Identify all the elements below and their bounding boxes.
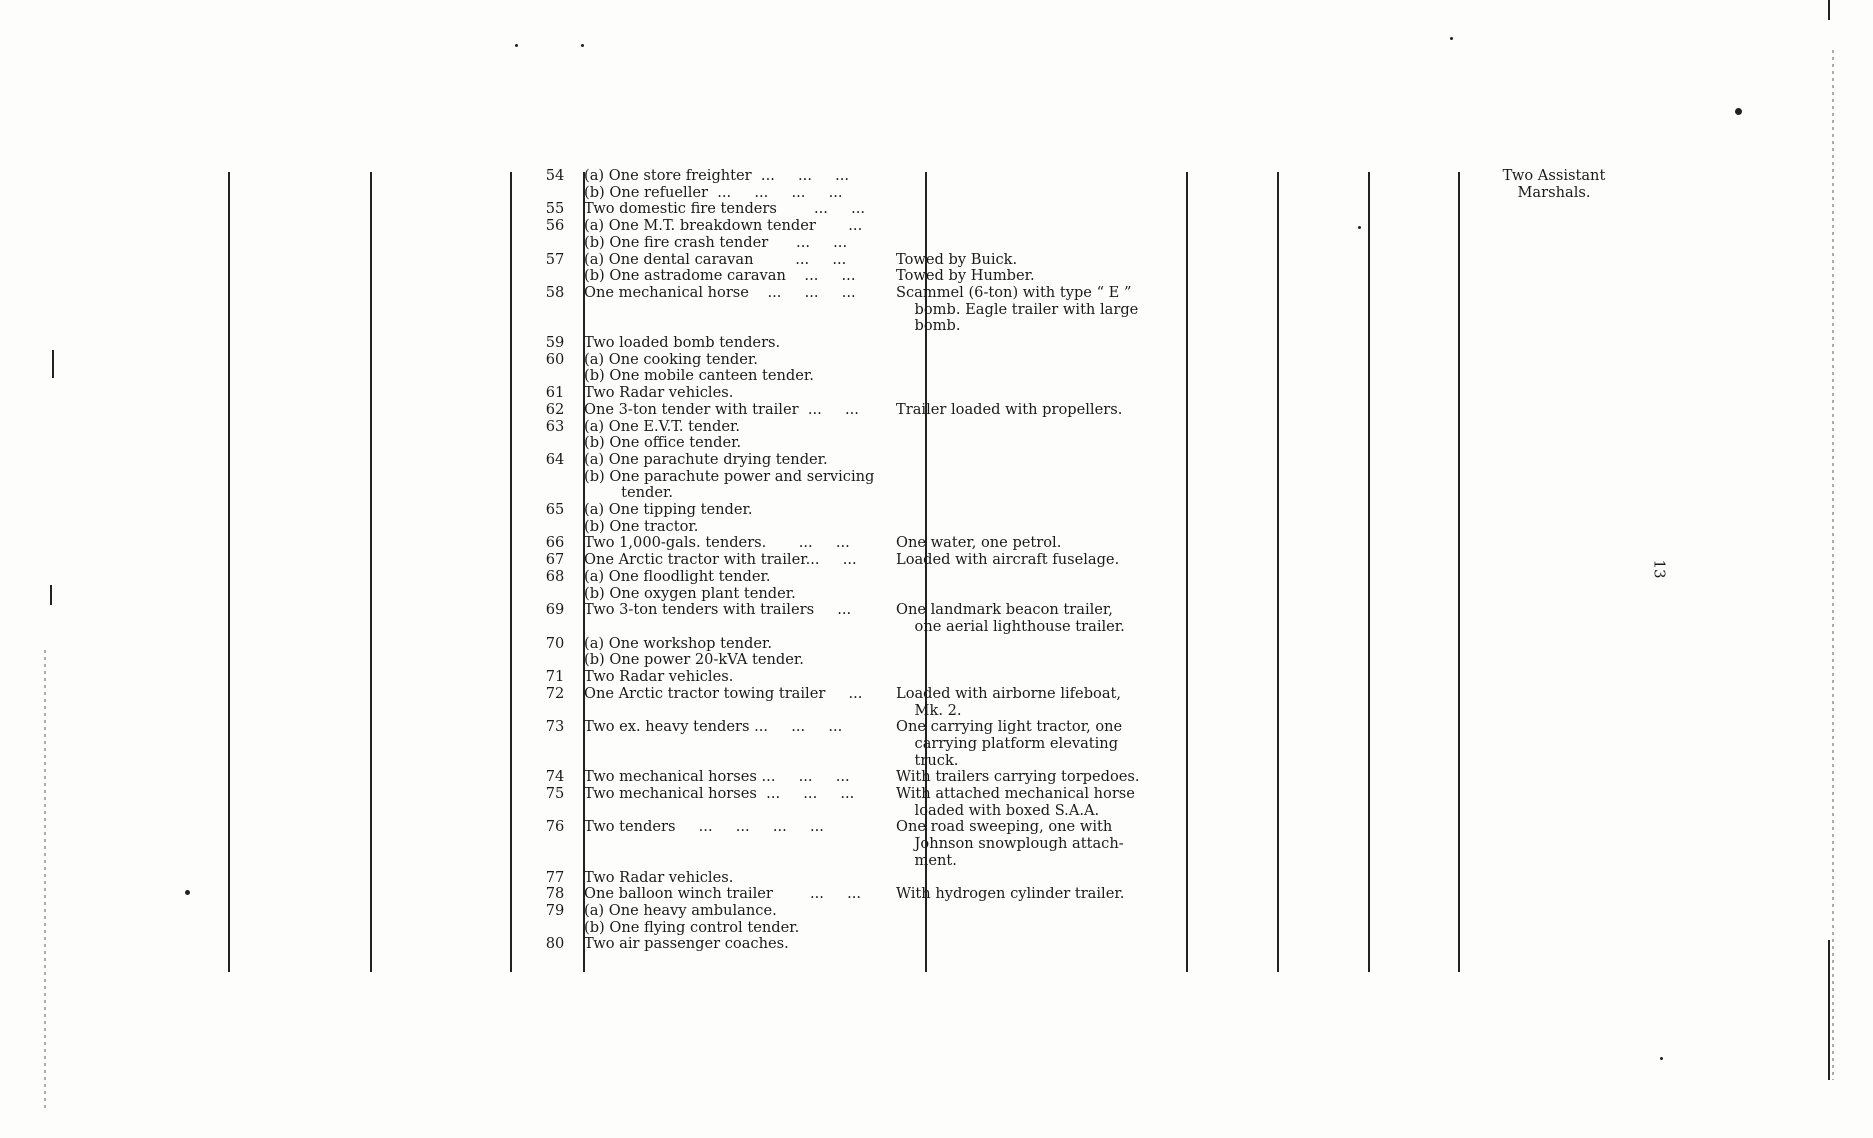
vehicle-description [570,853,884,870]
table-row [540,602,1200,619]
vehicle-remark: Towed by Humber. [896,267,1035,285]
scan-edge-noise [1832,50,1834,1080]
vehicle-remark: Trailer loaded with propellers. [896,400,1123,418]
row-number [540,586,570,603]
table-row [540,285,1200,302]
vehicle-description: tender. [584,484,674,502]
row-number: 78 [545,885,565,903]
page-number: 13 [1650,559,1669,579]
vehicle-remark [884,669,1144,686]
row-number [540,469,570,486]
vehicle-remark [884,235,1144,252]
vehicle-remark [884,335,1144,352]
vehicle-remark [884,920,1144,937]
column-rule [510,172,512,972]
vehicle-description [570,803,884,820]
row-number [540,485,570,502]
vehicle-remark [884,385,1144,402]
scan-speck [515,44,518,47]
table-row [540,703,1200,720]
side-note [1484,168,1624,201]
table-row [540,469,1200,486]
vehicle-description: One 3-ton tender with trailer ... ... [584,400,859,418]
table-row [540,669,1200,686]
vehicle-description: (b) One refueller ... ... ... ... [584,183,843,201]
vehicle-remark [884,469,1144,486]
table-row [540,836,1200,853]
vehicle-remark [884,485,1144,502]
row-number [540,736,570,753]
vehicle-remark: With attached mechanical horse [896,785,1135,803]
table-row [540,452,1200,469]
page-edge-line [1828,0,1830,20]
vehicle-remark: With trailers carrying torpedoes. [896,768,1140,786]
row-number [540,318,570,335]
page-edge-line [1828,940,1830,1080]
vehicle-remark [884,419,1144,436]
column-rule [1458,172,1460,972]
row-number: 69 [545,601,565,619]
row-number: 63 [545,417,565,435]
table-row [540,385,1200,402]
table-row [540,368,1200,385]
column-rule [1368,172,1370,972]
vehicle-description: (a) One cooking tender. [584,350,758,368]
vehicle-remark [884,586,1144,603]
table-row [540,519,1200,536]
vehicle-remark: One landmark beacon trailer, [896,601,1113,619]
scan-speck [1358,226,1361,229]
vehicle-description [570,619,884,636]
table-row [540,819,1200,836]
row-number: 61 [545,384,565,402]
row-number: 59 [545,334,565,352]
table-row [540,569,1200,586]
vehicle-remark: One road sweeping, one with [896,818,1113,836]
table-row [540,886,1200,903]
table-row [540,502,1200,519]
column-rule [370,172,372,972]
vehicle-remark: one aerial lighthouse trailer. [896,617,1125,635]
vehicle-description [570,318,884,335]
scan-speck [1660,1057,1663,1060]
vehicle-description: Two Radar vehicles. [584,868,734,886]
row-number: 75 [545,785,565,803]
row-number: 77 [545,868,565,886]
vehicle-description: Two mechanical horses ... ... ... [584,768,850,786]
row-number: 60 [545,350,565,368]
row-number: 62 [545,400,565,418]
table-row [540,753,1200,770]
row-number: 55 [545,200,565,218]
vehicle-remark [884,519,1144,536]
row-number [540,920,570,937]
table-row [540,252,1200,269]
vehicle-description [570,836,884,853]
scan-edge-noise [44,650,46,1110]
vehicle-description: One Arctic tractor towing trailer ... [584,684,863,702]
table-row [540,535,1200,552]
vehicle-remark [884,185,1144,202]
row-number [540,435,570,452]
vehicle-description: (a) One store freighter ... ... ... [584,167,850,184]
vehicle-remark [884,936,1144,953]
vehicle-remark [884,435,1144,452]
table-row [540,686,1200,703]
vehicle-remark: One carrying light tractor, one [896,718,1123,736]
vehicle-description: (a) One heavy ambulance. [584,901,777,919]
vehicle-description: (b) One tractor. [584,517,699,535]
row-number: 65 [545,501,565,519]
vehicle-description: (a) One tipping tender. [584,501,753,519]
row-number [540,803,570,820]
table-row [540,268,1200,285]
scan-mark [52,350,54,378]
vehicle-remark [884,352,1144,369]
vehicle-description: Two domestic fire tenders ... ... [584,200,866,218]
vehicle-description: Two ex. heavy tenders ... ... ... [584,718,843,736]
row-number: 70 [545,634,565,652]
vehicle-remark [884,636,1144,653]
row-number: 54 [545,167,565,184]
row-number [540,368,570,385]
vehicle-description: Two 3-ton tenders with trailers ... [584,601,852,619]
row-number: 74 [545,768,565,786]
row-number: 79 [545,901,565,919]
vehicle-remark: Scammel (6-ton) with type “ E ” [896,283,1132,301]
vehicle-description: One Arctic tractor with trailer... ... [584,551,857,569]
vehicle-description: One balloon winch trailer ... ... [584,885,862,903]
vehicle-description: Two Radar vehicles. [584,668,734,686]
side-note-line-2: Marshals. [1517,183,1591,201]
vehicle-description: (a) One workshop tender. [584,634,773,652]
table-row [540,335,1200,352]
table-row [540,168,1200,185]
row-number: 80 [545,935,565,953]
row-number [540,302,570,319]
vehicle-description: (a) One M.T. breakdown tender ... [584,217,863,235]
row-number [540,185,570,202]
vehicle-remark [884,201,1144,218]
row-number: 76 [545,818,565,836]
row-number [540,836,570,853]
scan-speck [581,44,584,47]
table-row [540,870,1200,887]
table-row [540,235,1200,252]
scan-mark [50,585,52,605]
side-note-line-1: Two Assistant [1502,167,1606,184]
row-number: 56 [545,217,565,235]
row-number [540,652,570,669]
vehicle-description: Two tenders ... ... ... ... [584,818,824,836]
vehicle-remark: carrying platform elevating [896,734,1119,752]
table-row [540,786,1200,803]
row-number: 67 [545,551,565,569]
row-number [540,753,570,770]
vehicle-remark [884,502,1144,519]
vehicle-description: (b) One parachute power and servicing [584,467,875,485]
vehicle-description: (a) One E.V.T. tender. [584,417,741,435]
vehicle-remark: One water, one petrol. [896,534,1062,552]
vehicle-description: (b) One astradome caravan ... ... [584,267,856,285]
table-row [540,419,1200,436]
table-row [540,936,1200,953]
row-number: 73 [545,718,565,736]
table-row [540,619,1200,636]
row-number [540,235,570,252]
vehicle-description: (a) One floodlight tender. [584,567,771,585]
scan-speck [1735,108,1742,115]
vehicle-description: Two loaded bomb tenders. [584,334,781,352]
vehicle-description: Two 1,000-gals. tenders. ... ... [584,534,850,552]
vehicle-remark [884,218,1144,235]
row-number [540,703,570,720]
vehicle-remark [884,903,1144,920]
vehicle-remark [884,870,1144,887]
vehicle-description: (b) One oxygen plant tender. [584,584,796,602]
table-row [540,652,1200,669]
vehicle-remark: Loaded with aircraft fuselage. [896,551,1120,569]
vehicle-description: (b) One office tender. [584,434,742,452]
scan-speck [185,890,190,895]
vehicle-description: Two air passenger coaches. [584,935,789,953]
table-row [540,402,1200,419]
table-row [540,920,1200,937]
row-number: 66 [545,534,565,552]
vehicle-remark: loaded with boxed S.A.A. [896,801,1100,819]
vehicle-remark: With hydrogen cylinder trailer. [896,885,1125,903]
table-row [540,552,1200,569]
vehicle-description: Two mechanical horses ... ... ... [584,785,855,803]
row-number: 58 [545,283,565,301]
vehicle-remark: Loaded with airborne lifeboat, [896,684,1122,702]
vehicle-remark [884,168,1144,185]
vehicle-description: (b) One power 20-kVA tender. [584,651,804,669]
table-row [540,302,1200,319]
table-row [540,903,1200,920]
table-row [540,185,1200,202]
row-number: 68 [545,567,565,585]
table-row [540,719,1200,736]
row-number: 71 [545,668,565,686]
table-row [540,586,1200,603]
vehicle-description: (b) One fire crash tender ... ... [584,233,848,251]
vehicle-description [570,302,884,319]
vehicle-remark: Johnson snowplough attach- [896,835,1124,853]
column-rule [1277,172,1279,972]
vehicle-description: (a) One dental caravan ... ... [584,250,847,268]
row-number: 72 [545,684,565,702]
vehicle-remark: Mk. 2. [896,701,962,719]
vehicle-description: One mechanical horse ... ... ... [584,283,856,301]
column-rule [228,172,230,972]
vehicle-description [570,753,884,770]
row-number [540,268,570,285]
table-row [540,352,1200,369]
table-row [540,736,1200,753]
row-number [540,853,570,870]
vehicle-remark [884,368,1144,385]
vehicle-description: Two Radar vehicles. [584,384,734,402]
vehicle-remark [884,452,1144,469]
row-number [540,619,570,636]
vehicle-remark [884,652,1144,669]
vehicle-remark: truck. [896,751,959,769]
table-row [540,435,1200,452]
vehicle-description: (b) One mobile canteen tender. [584,367,814,385]
table-row [540,318,1200,335]
row-number [540,519,570,536]
table-row [540,485,1200,502]
vehicle-table [540,168,1200,953]
vehicle-description [570,736,884,753]
table-row [540,218,1200,235]
table-row [540,769,1200,786]
vehicle-description: (a) One parachute drying tender. [584,450,828,468]
vehicle-remark: ment. [896,851,957,869]
vehicle-description [570,703,884,720]
table-row [540,636,1200,653]
scan-speck [1450,37,1453,40]
vehicle-remark: bomb. Eagle trailer with large [896,300,1139,318]
vehicle-remark: Towed by Buick. [896,250,1018,268]
row-number: 64 [545,450,565,468]
table-row [540,803,1200,820]
vehicle-remark: bomb. [896,317,961,335]
vehicle-remark [884,569,1144,586]
table-row [540,853,1200,870]
table-row [540,201,1200,218]
row-number: 57 [545,250,565,268]
vehicle-description: (b) One flying control tender. [584,918,800,936]
